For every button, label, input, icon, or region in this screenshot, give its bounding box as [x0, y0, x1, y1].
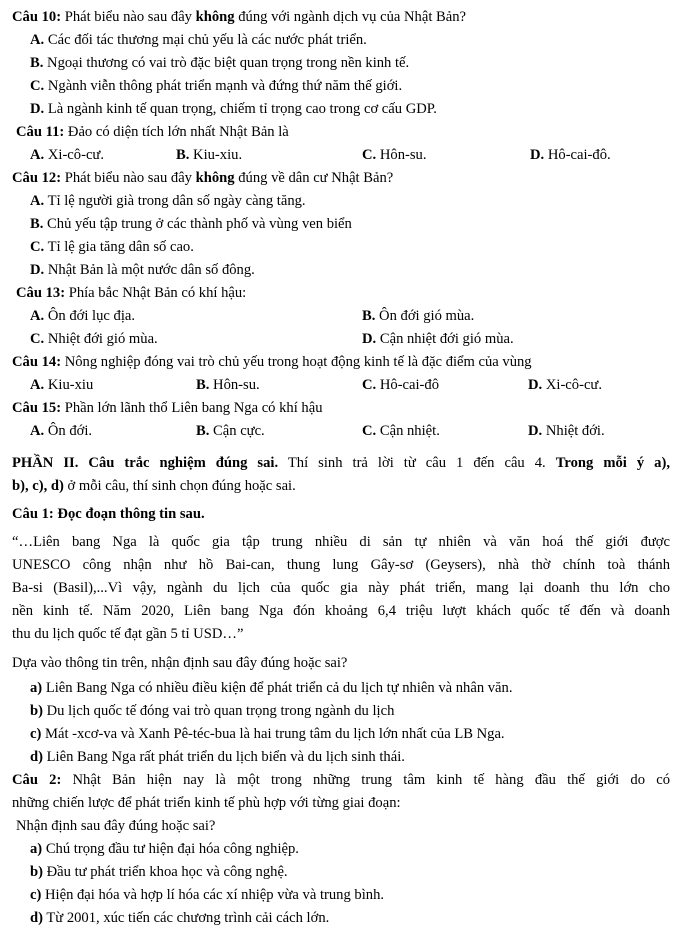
item-key: a) [30, 680, 43, 696]
question-label: Câu 10: [12, 9, 62, 25]
item-key: c) [30, 726, 42, 742]
item-text: Du lịch quốc tế đóng vai trò quan trọng trong ngành du lịch [42, 703, 395, 719]
answer-option [530, 144, 611, 166]
item-text: Liên Bang Nga có nhiều điều kiện để phát triển cả du lịch tự nhiên và nhân văn. [42, 680, 513, 696]
question-11 [0, 121, 684, 144]
part-emphasis: Trong mỗi ý a), [555, 455, 670, 471]
item-text: Từ 2001, xúc tiến các chương trình cải cách lớn. [42, 910, 330, 926]
option-key: D. [530, 147, 545, 163]
question-text: đúng với ngành dịch vụ của Nhật Bản? [234, 9, 467, 25]
answer-option [176, 144, 242, 166]
question-text: Phần lớn lãnh thổ Liên bang Nga có khí hậu [61, 400, 323, 416]
option-text: Tỉ lệ gia tăng dân số cao. [44, 239, 194, 255]
part-desc: Thí sinh trả lời từ câu 1 đến câu 4. [278, 455, 556, 471]
question-text: Nhật Bản hiện nay là một trong những trung tâm kinh tế hàng đầu thế giới do có [61, 772, 670, 788]
answer-row [0, 420, 684, 443]
option-key: B. [30, 216, 44, 232]
answer-option [362, 374, 439, 396]
option-text: Nhiệt đới gió mùa. [44, 331, 158, 347]
answer-option [30, 374, 93, 396]
tf-prompt: Nhận định sau đây đúng hoặc sai? [16, 818, 216, 834]
question-14 [0, 351, 684, 374]
answer-option [0, 29, 684, 52]
question-13 [0, 282, 684, 305]
option-key: C. [362, 147, 377, 163]
answer-option [0, 190, 684, 213]
answer-option [30, 328, 158, 350]
passage-line: Ba-si (Basil),...Vì vậy, ngành du lịch của quốc gia này phát triển, mang lại doanh thu lớn cho [12, 580, 670, 596]
tf-item [0, 838, 684, 861]
answer-option [528, 374, 602, 396]
option-text: Ôn đới lục địa. [44, 308, 136, 324]
tf-question-2-cont: những chiến lược để phát triển kinh tế phù hợp với từng giai đoạn: [12, 795, 401, 811]
option-text: Cận nhiệt. [376, 423, 440, 439]
option-text: Hô-cai-đô [376, 377, 440, 393]
option-text: Ngoại thương có vai trò đặc biệt quan trọng trong nền kinh tế. [43, 55, 410, 71]
question-text: Phía bắc Nhật Bản có khí hậu: [65, 285, 247, 301]
answer-option [528, 420, 605, 442]
question-label: Câu 12: [12, 170, 62, 186]
option-key: D. [362, 331, 377, 347]
item-key: b) [30, 703, 43, 719]
tf-prompt: Dựa vào thông tin trên, nhận định sau đây đúng hoặc sai? [12, 655, 348, 671]
answer-option [362, 420, 440, 442]
option-text: Kiu-xiu [44, 377, 94, 393]
answer-option [0, 75, 684, 98]
part-heading [0, 452, 684, 475]
option-key: B. [196, 423, 210, 439]
option-text: Kiu-xiu. [189, 147, 243, 163]
question-text: đúng về dân cư Nhật Bản? [234, 170, 394, 186]
question-10 [0, 6, 684, 29]
tf-item [0, 907, 684, 930]
option-key: D. [30, 262, 45, 278]
passage-line: thu du lịch quốc tế đạt gần 5 tỉ USD…” [12, 626, 244, 642]
option-key: C. [30, 78, 45, 94]
option-key: C. [30, 331, 45, 347]
question-text: Phát biểu nào sau đây [61, 170, 196, 186]
option-text: Tỉ lệ người già trong dân số ngày càng tăng. [44, 193, 306, 209]
tf-item [0, 746, 684, 769]
answer-option [362, 328, 514, 350]
option-key: B. [362, 308, 376, 324]
option-text: Ôn đới gió mùa. [375, 308, 475, 324]
answer-option [0, 52, 684, 75]
option-key: A. [30, 147, 45, 163]
answer-row [0, 305, 684, 328]
option-text: Cận nhiệt đới gió mùa. [376, 331, 514, 347]
answer-option [30, 305, 135, 327]
item-text: Liên Bang Nga rất phát triển du lịch biển và du lịch sinh thái. [42, 749, 405, 765]
option-key: D. [528, 423, 543, 439]
option-text: Xi-cô-cư. [44, 147, 104, 163]
option-key: C. [30, 239, 45, 255]
option-key: C. [362, 377, 377, 393]
option-key: D. [30, 101, 45, 117]
option-text: Chủ yếu tập trung ở các thành phố và vùng ven biển [43, 216, 352, 232]
tf-item [0, 861, 684, 884]
item-text: Hiện đại hóa và hợp lí hóa các xí nhiệp vừa và trung bình. [41, 887, 385, 903]
answer-row [0, 374, 684, 397]
question-label: Câu 14: [12, 354, 62, 370]
option-key: A. [30, 423, 45, 439]
passage-line: UNESCO công nhận như hồ Bai-can, thung lung Gây-sơ (Geysers), nhà thờ chính toà thánh [12, 557, 670, 573]
question-text: Đảo có diện tích lớn nhất Nhật Bản là [64, 124, 289, 140]
option-key: B. [176, 147, 190, 163]
answer-option [0, 259, 684, 282]
option-key: C. [362, 423, 377, 439]
answer-option [0, 236, 684, 259]
answer-option [362, 144, 426, 166]
answer-option [30, 420, 92, 442]
item-key: a) [30, 841, 43, 857]
question-label: Câu 15: [12, 400, 62, 416]
option-text: Là ngành kinh tế quan trọng, chiếm tỉ trọng cao trong cơ cấu GDP. [44, 101, 437, 117]
answer-option [196, 374, 260, 396]
option-text: Các đối tác thương mại chủ yếu là các nước phát triển. [44, 32, 367, 48]
tf-item [0, 677, 684, 700]
tf-question-2 [0, 769, 684, 792]
question-15 [0, 397, 684, 420]
question-emphasis: không [195, 170, 235, 186]
question-12 [0, 167, 684, 190]
question-label: Câu 2: [12, 772, 62, 788]
tf-question-1-title: Câu 1: Đọc đoạn thông tin sau. [12, 506, 205, 522]
part-desc: ở mỗi câu, thí sinh chọn đúng hoặc sai. [63, 478, 296, 494]
item-key: b) [30, 864, 43, 880]
option-key: A. [30, 32, 45, 48]
answer-option [196, 420, 265, 442]
question-text: Nông nghiệp đóng vai trò chủ yếu trong hoạt động kinh tế là đặc điểm của vùng [61, 354, 532, 370]
question-text: Phát biểu nào sau đây [61, 9, 196, 25]
exam-page [0, 6, 684, 930]
option-key: D. [528, 377, 543, 393]
item-key: d) [30, 749, 43, 765]
item-text: Đầu tư phát triển khoa học và công nghệ. [42, 864, 288, 880]
tf-item [0, 723, 684, 746]
answer-row [0, 328, 684, 351]
option-key: A. [30, 308, 45, 324]
part-emphasis: b), c), d) [12, 478, 64, 494]
part-title: PHẦN II. Câu trắc nghiệm đúng sai. [12, 455, 279, 471]
answer-option [0, 213, 684, 236]
option-text: Hôn-su. [209, 377, 260, 393]
option-text: Nhiệt đới. [542, 423, 605, 439]
option-key: B. [30, 55, 44, 71]
option-key: A. [30, 377, 45, 393]
answer-option [0, 98, 684, 121]
question-label: Câu 11: [16, 124, 65, 140]
passage-line: “…Liên bang Nga là quốc gia tập trung nhiều di sản tự nhiên và văn hoá thế giới được [12, 534, 670, 550]
item-text: Chú trọng đầu tư hiện đại hóa công nghiệp. [42, 841, 299, 857]
option-text: Ôn đới. [44, 423, 93, 439]
option-key: A. [30, 193, 45, 209]
option-text: Hô-cai-đô. [544, 147, 611, 163]
option-key: B. [196, 377, 210, 393]
tf-item [0, 884, 684, 907]
item-text: Mát -xcơ-va và Xanh Pê-téc-bua là hai trung tâm du lịch lớn nhất của LB Nga. [41, 726, 505, 742]
option-text: Xi-cô-cư. [542, 377, 602, 393]
answer-option [30, 144, 104, 166]
item-key: c) [30, 887, 42, 903]
answer-option [362, 305, 474, 327]
passage-line: nền kinh tế. Năm 2020, Liên bang Nga đón khoảng 6,4 triệu lượt khách quốc tế đến và doanh [12, 603, 670, 619]
option-text: Cận cực. [209, 423, 265, 439]
item-key: d) [30, 910, 43, 926]
option-text: Hôn-su. [376, 147, 427, 163]
tf-item [0, 700, 684, 723]
question-emphasis: không [195, 9, 235, 25]
answer-row [0, 144, 684, 167]
question-label: Câu 13: [16, 285, 66, 301]
option-text: Ngành viễn thông phát triển mạnh và đứng thứ năm thế giới. [44, 78, 403, 94]
option-text: Nhật Bản là một nước dân số đông. [44, 262, 255, 278]
part-heading-cont [0, 475, 684, 498]
